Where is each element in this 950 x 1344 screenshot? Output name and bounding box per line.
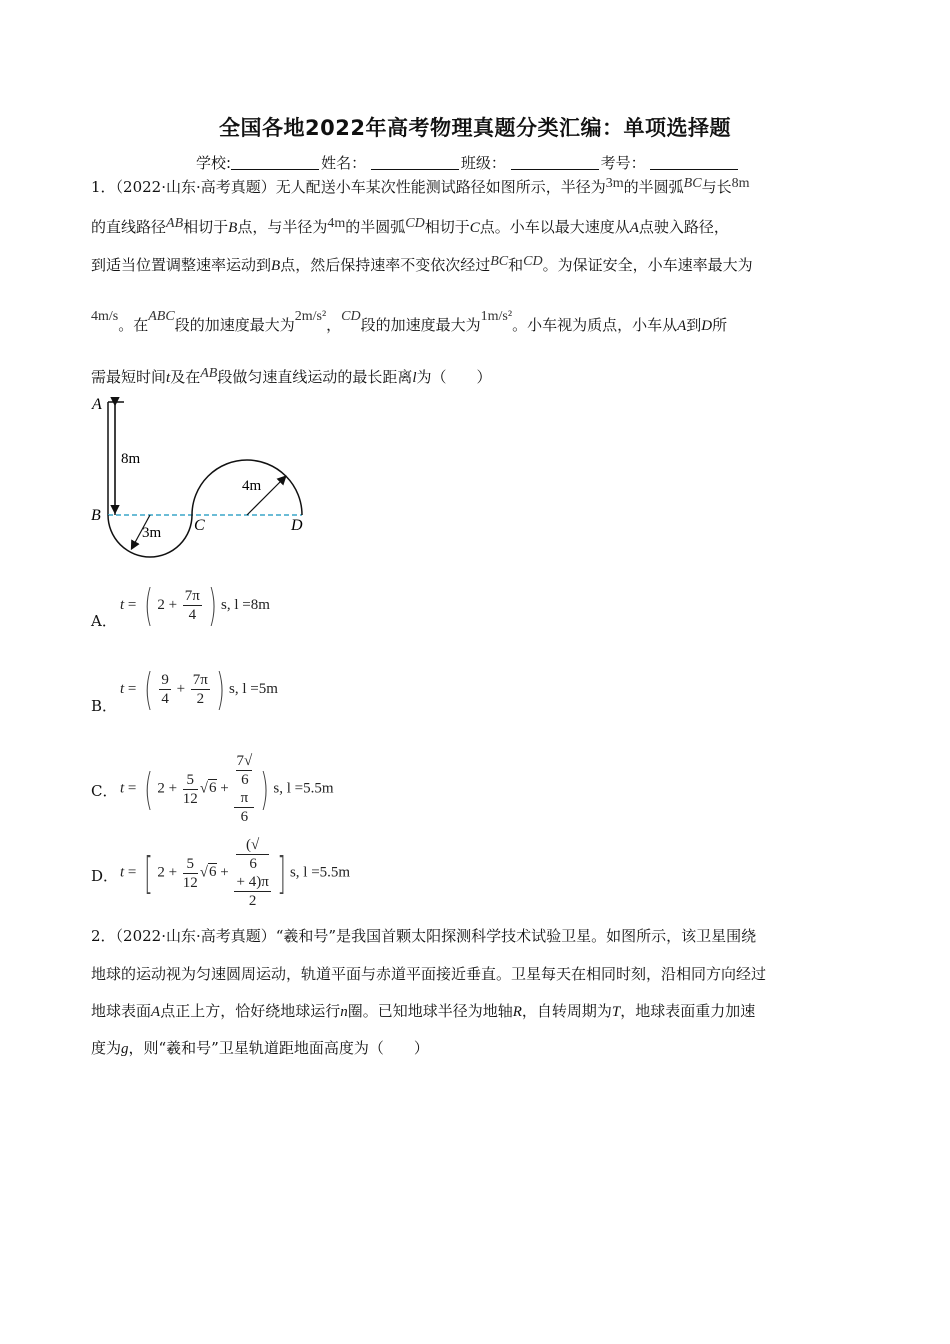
q1-text: 与长: [701, 178, 732, 196]
option-a-label[interactable]: A．: [91, 612, 117, 630]
q1-math: 8m: [731, 176, 750, 191]
q1-text: 点驶入路径，: [638, 218, 729, 236]
q1-text: 段做匀速直线运动的最长距离: [217, 368, 413, 386]
q1-text: 相切于: [424, 218, 470, 236]
q2-text: ，地球表面重力加速: [620, 1002, 756, 1020]
q1-text: 。小车视为质点，小车从: [512, 316, 678, 334]
q1-text: 为（ ）: [416, 368, 492, 386]
q2-text: 度为: [91, 1039, 122, 1057]
student-info-row: [196, 152, 740, 173]
option-c-tail: s, l =5.5m: [273, 780, 334, 797]
q1-text: 段的加速度最大为: [360, 316, 481, 334]
q1-line-1: [91, 176, 749, 197]
label-c: C: [194, 517, 205, 534]
option-a-formula[interactable]: t = ( 2 + $\frac{7\pi}{4}$ ) s, l =8m: [120, 580, 270, 631]
q1-line-5: [91, 366, 492, 387]
q1-math: ABC: [148, 309, 175, 324]
label-b: B: [91, 507, 101, 524]
exam-no-label: 考号：: [600, 154, 646, 172]
q2-text: 点正上方，恰好绕地球运行: [160, 1002, 341, 1020]
q1-math: AB: [166, 216, 184, 231]
q1-text: 相切于: [183, 218, 229, 236]
q1-math: CD: [341, 309, 361, 324]
q2-text: ，自转周期为: [521, 1002, 612, 1020]
school-blank[interactable]: [231, 155, 319, 170]
q1-var: A: [677, 318, 687, 334]
q1-text: 的直线路径: [91, 218, 167, 236]
q1-text: 点，与半径为: [237, 218, 328, 236]
q1-math: 4m: [327, 216, 346, 231]
option-b-formula[interactable]: t = ( $\frac{9}{4}$ + $\frac{7\pi}{2}$ ) s, l =5m: [120, 664, 278, 715]
q1-math: 3m: [605, 176, 624, 191]
label-3m: 3m: [142, 525, 162, 541]
option-c-label[interactable]: C．: [91, 782, 118, 800]
q2-line-3: [91, 1000, 755, 1021]
q1-text: 段的加速度最大为: [174, 316, 295, 334]
option-b-tail: s, l =5m: [229, 680, 278, 697]
q2-var: A: [151, 1004, 161, 1020]
q1-text: 。为保证安全，小车速率最大为: [542, 256, 753, 274]
option-a-tail: s, l =8m: [221, 596, 270, 613]
q1-text: 需最短时间: [91, 368, 167, 386]
class-blank[interactable]: [511, 155, 599, 170]
name-blank[interactable]: [371, 155, 459, 170]
option-d-tail: s, l =5.5m: [289, 864, 351, 881]
q1-text: 到适当位置调整速率运动到: [91, 256, 272, 274]
q1-text: 1．（2022·山东·高考真题）无人配送小车某次性能测试路径如图所示，半径为: [91, 178, 606, 196]
q1-math: 4m/s: [91, 309, 119, 324]
q1-var: B: [271, 258, 281, 274]
label-d: D: [291, 517, 303, 534]
name-label: 姓名：: [321, 154, 367, 172]
page-title: 全国各地2022年高考物理真题分类汇编：单项选择题: [219, 116, 731, 140]
q1-var: C: [469, 220, 480, 236]
q2-var: R: [512, 1004, 522, 1020]
q2-var: g: [121, 1041, 129, 1057]
q1-text: 的半圆弧: [345, 218, 406, 236]
q2-text: 圈。已知地球半径为地轴: [347, 1002, 513, 1020]
q2-var: T: [611, 1004, 621, 1020]
q1-math: CD: [405, 216, 425, 231]
q1-text: 和: [508, 256, 524, 274]
q1-line-2: [91, 216, 729, 237]
q1-text: 及在: [170, 368, 201, 386]
q2-text: 地球表面: [91, 1002, 152, 1020]
exam-no-blank[interactable]: [650, 155, 738, 170]
option-d-formula[interactable]: t = [ 2 + $\frac{5}{12}$ √6 + (√ 6 + 4)π 2 ] s, l =5.5m: [120, 837, 351, 909]
q1-text: 所: [712, 316, 728, 334]
q2-text: ，则“羲和号”卫星轨道距地面高度为（ ）: [128, 1039, 429, 1057]
q1-var: t: [166, 370, 171, 386]
q1-text: 的半圆弧: [623, 178, 684, 196]
q1-var: B: [228, 220, 238, 236]
q1-line-3: [91, 254, 753, 275]
q1-line-4: [91, 309, 728, 335]
q2-line-2: 地球的运动视为匀速圆周运动，轨道平面与赤道平面接近垂直。卫星每天在相同时刻，沿相同方向经过: [91, 965, 767, 983]
q1-math: AB: [200, 366, 218, 381]
q1-var: l: [412, 370, 417, 386]
label-a: A: [92, 396, 102, 413]
class-label: 班级：: [460, 154, 506, 172]
q1-math: CD: [523, 254, 543, 269]
option-c-formula[interactable]: t = ( 2 + $\frac{5}{12}$ √6 + 7√ 6 π 6 ) s, l =5.5m: [120, 753, 334, 825]
label-8m: 8m: [121, 451, 141, 467]
q1-text: 点，然后保持速率不变依次经过: [280, 256, 491, 274]
q1-var: A: [629, 220, 639, 236]
label-4m: 4m: [242, 478, 262, 494]
school-label: 学校:: [196, 154, 232, 172]
q1-path-figure: [86, 390, 316, 560]
q1-math: BC: [683, 176, 702, 191]
q1-text: 。在: [118, 316, 149, 334]
option-b-label[interactable]: B．: [91, 697, 118, 715]
q1-math: 1m/s²: [480, 309, 513, 324]
q2-line-1: 2．（2022·山东·高考真题）“羲和号”是我国首颗太阳探测科学技术试验卫星。如图所示，该卫星围绕: [91, 927, 757, 945]
q1-text: 到: [686, 316, 702, 334]
q1-math: BC: [490, 254, 509, 269]
q1-text: 点。小车以最大速度从: [479, 218, 630, 236]
q2-var: n: [340, 1004, 348, 1020]
q1-var: D: [701, 318, 713, 334]
q1-text: ，: [326, 316, 342, 334]
q2-line-4: [91, 1037, 429, 1058]
q1-math: 2m/s²: [294, 309, 327, 324]
option-d-label[interactable]: D．: [91, 867, 119, 885]
